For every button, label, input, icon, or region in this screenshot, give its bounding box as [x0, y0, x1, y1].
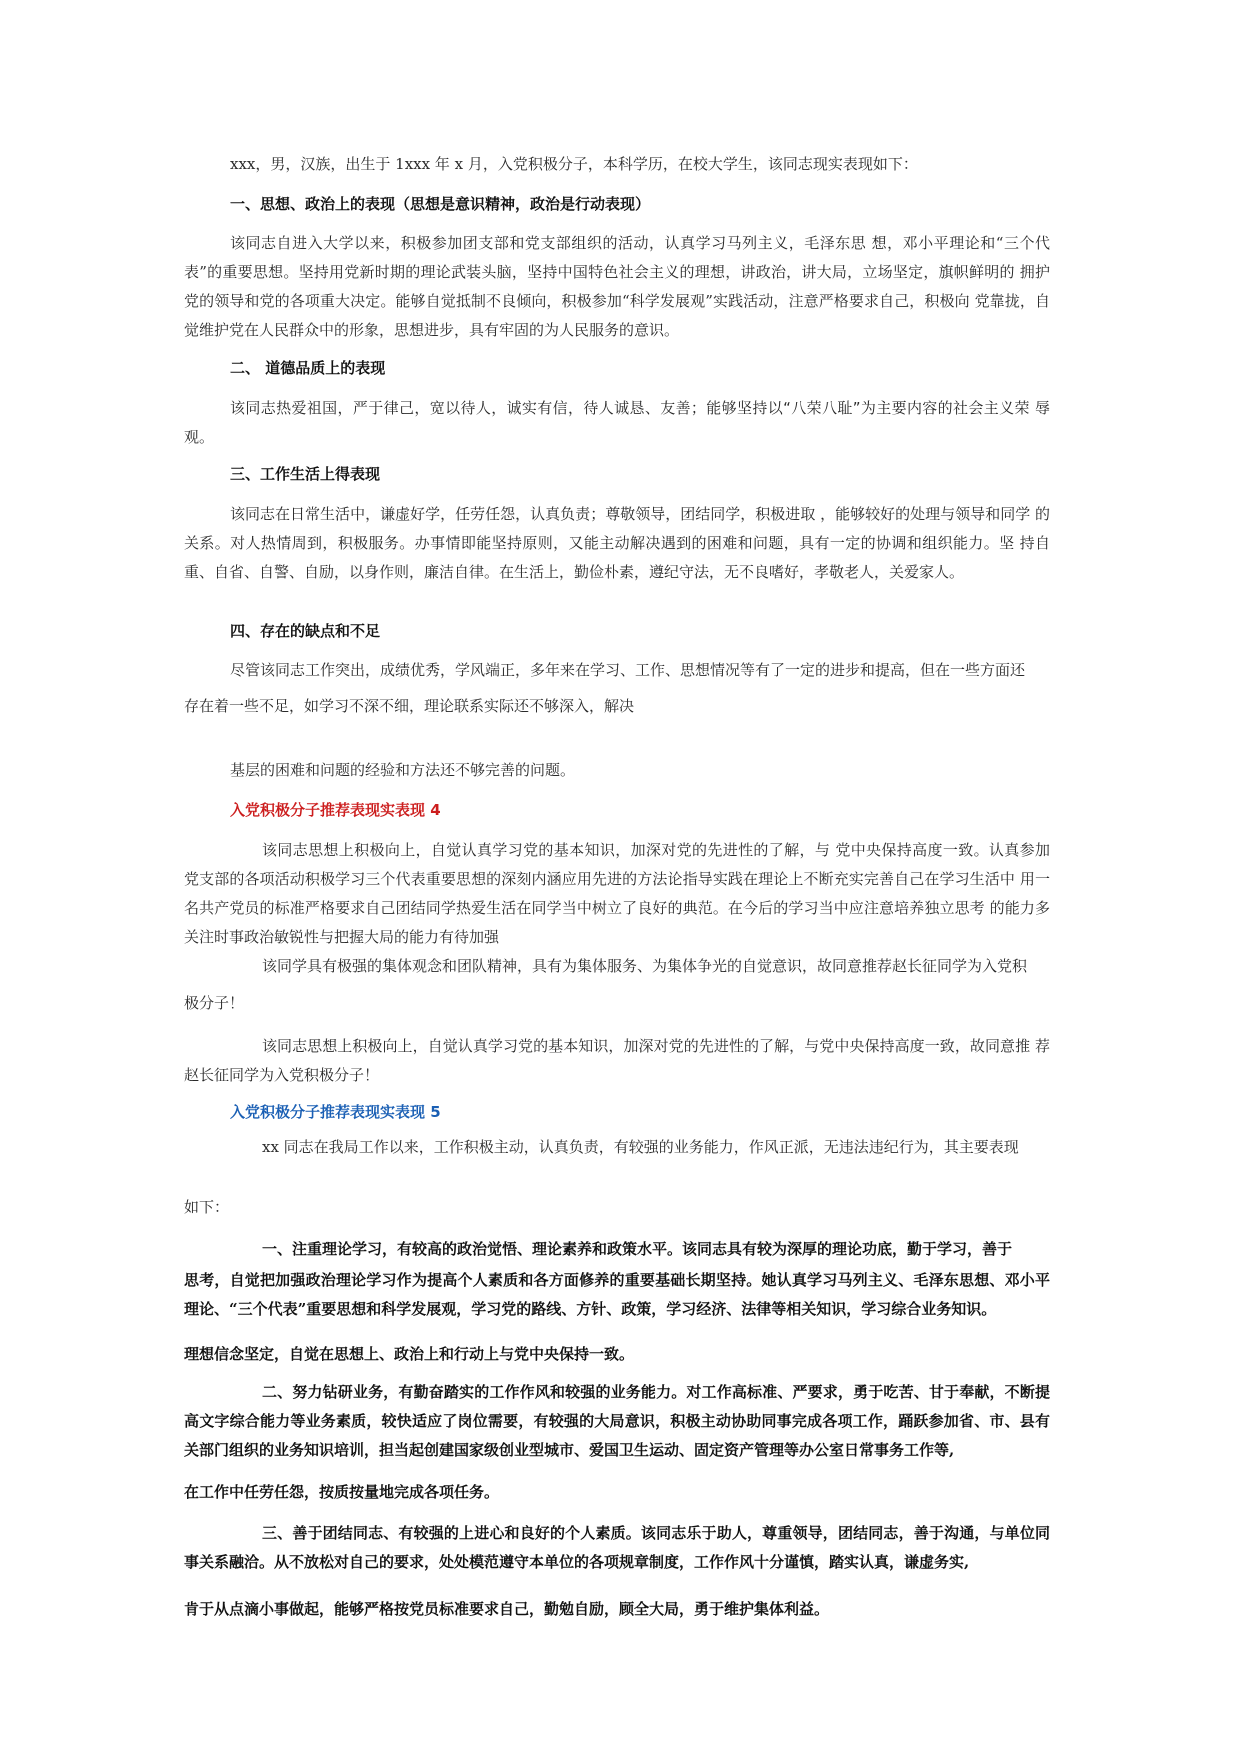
- rec5-p1-line3: 理想信念坚定，自觉在思想上、政治上和行动上与党中央保持一致。: [184, 1345, 635, 1363]
- section1-heading: 一、思想、政治上的表现（思想是意识精神，政治是行动表现）: [230, 195, 651, 213]
- rec5-intro: xx 同志在我局工作以来，工作积极主动，认真负责，有较强的业务能力，作风正派，无违法违纪行为，其主要表现: [262, 1138, 1019, 1156]
- rec5-p1-line2: 思考，自觉把加强政治理论学习作为提高个人素质和各方面修养的重要基础长期坚持。她认真学习马列主义、毛泽东思想、邓小平理论、“三个代表”重要思想和科学发展观，学习党的路线、方针、政策，学习经济、法律等相关知识，学习综合业务知识。: [184, 1271, 1050, 1318]
- rec4-title: 入党积极分子推荐表现实表现 4: [230, 801, 441, 819]
- section3-body: 该同志在日常生活中，谦虚好学，任劳任怨，认真负责；尊敬领导，团结同学，积极进取 ，能够较好的处理与领导和同学 的关系。对人热情周到，积极服务。办事情即能坚持原则，又能主动解决遇到的困难和问题，具有一定的协调和组织能力。坚 持自重、自省、自警、自励，以身作则，廉洁自律。在生活上，勤俭朴素，遵纪守法，无不良嗜好，孝敬老人，关爱家人。: [184, 505, 1050, 581]
- section4-heading: 四、存在的缺点和不足: [230, 622, 381, 640]
- rec5-p2-line1: 二、努力钻研业务，有勤奋踏实的工作作风和较强的业务能力。对工作高标准、严要求，勇于吃苦、甘于奉献，不断提高文字综合能力等业务素质，较快适应了岗位需要，有较强的大局意识，积极主动协助同事完成各项工作，踊跃参加省、市、县有关部门组织的业务知识培训，担当起创建国家级创业型城市、爱国卫生运动、固定资产管理等办公室日常事务工作等,: [184, 1383, 1050, 1459]
- section1-body: 该同志自进入大学以来，积极参加团支部和党支部组织的活动，认真学习马列主义，毛泽东思 想，邓小平理论和“三个代 表”的重要思想。坚持用党新时期的理论武装头脑，坚持中国特色社会主义的理想，讲政治，讲大局，立场坚定，旗帜鲜明的 拥护党的领导和党的各项重大决定。能够自觉抵制不良倾向，积极参加“科学发展观”实践活动，注意严格要求自己，积极向 党靠拢，自觉维护党在人民群众中的形象，思想进步，具有牢固的为人民服务的意识。: [184, 234, 1050, 339]
- rec5-intro-end: 如下：: [184, 1198, 230, 1216]
- intro-text: xxx，男，汉族，出生于 1xxx 年 x 月，入党积极分子，本科学历，在校大学生，该同志现实表现如下：: [230, 155, 918, 173]
- rec5-p3-line2: 肯于从点滴小事做起，能够严格按党员标准要求自己，勤勉自励，顾全大局，勇于维护集体利益。: [184, 1600, 830, 1618]
- rec5-p1-line1: 一、注重理论学习，有较高的政治觉悟、理论素养和政策水平。该同志具有较为深厚的理论功底，勤于学习，善于: [262, 1240, 1013, 1258]
- section3-heading: 三、工作生活上得表现: [230, 465, 381, 483]
- section4-body-line2: 存在着一些不足，如学习不深不细，理论联系实际还不够深入，解决: [184, 697, 635, 715]
- rec4-para2-line2: 极分子！: [184, 994, 245, 1012]
- rec4-para3: 该同志思想上积极向上，自觉认真学习党的基本知识，加深对党的先进性的了解，与党中央保持高度一致，故同意推 荐赵长征同学为入党积极分子！: [184, 1037, 1050, 1084]
- rec4-para2-line1: 该同学具有极强的集体观念和团队精神，具有为集体服务、为集体争光的自觉意识，故同意推荐赵长征同学为入党积: [262, 957, 1028, 975]
- section2-body: 该同志热爱祖国，严于律己，宽以待人，诚实有信，待人诚恳、友善；能够坚持以“八荣八耻”为主要内容的社会主义荣 辱观。: [184, 399, 1050, 446]
- section4-body-line1: 尽管该同志工作突出，成绩优秀，学风端正，多年来在学习、工作、思想情况等有了一定的进步和提高，但在一些方面还: [230, 661, 1026, 679]
- section4-body-line3: 基层的困难和问题的经验和方法还不够完善的问题。: [230, 761, 576, 779]
- rec4-para1: 该同志思想上积极向上，自觉认真学习党的基本知识，加深对党的先进性的了解，与 党中央保持高度一致。认真参加 党支部的各项活动积极学习三个代表重要思想的深刻内涵应用先进的方法论指导实践在理论上不断充实完善自己在学习生活中 用一名共产党员的标准严格要求自己团结同学热爱生活在同学当中树立了良好的典范。在今后的学习当中应注意培养独立思考 的能力多关注时事政治敏锐性与把握大局的能力有待加强: [184, 841, 1050, 946]
- rec5-p2-line2: 在工作中任劳任怨，按质按量地完成各项任务。: [184, 1483, 500, 1501]
- rec5-p3-line1: 三、善于团结同志、有较强的上进心和良好的个人素质。该同志乐于助人，尊重领导，团结同志，善于沟通，与单位同事关系融洽。从不放松对自己的要求，处处模范遵守本单位的各项规章制度，工作作风十分谨慎，踏实认真，谦虚务实,: [184, 1524, 1050, 1571]
- section2-heading: 二、 道德品质上的表现: [230, 359, 386, 377]
- rec5-title: 入党积极分子推荐表现实表现 5: [230, 1103, 441, 1121]
